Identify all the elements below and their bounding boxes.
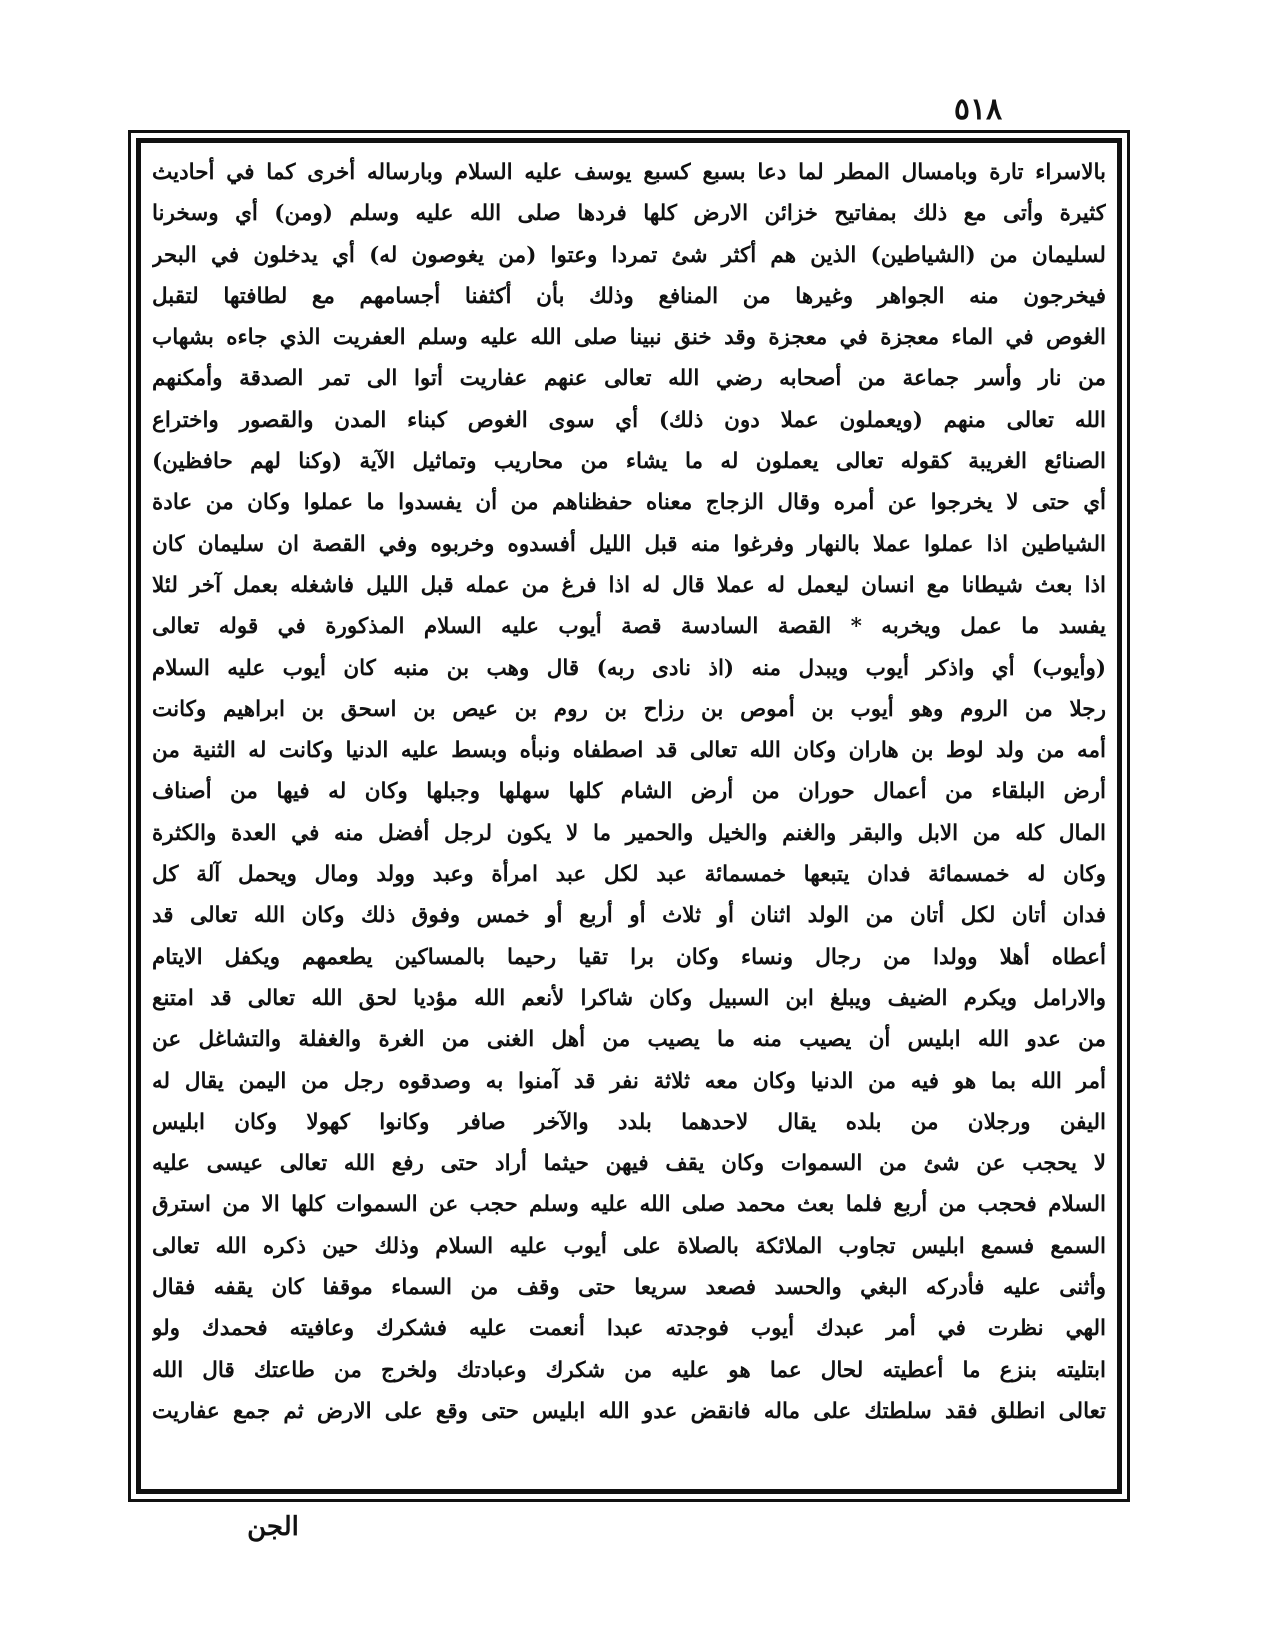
text-line-4: فيخرجون منه الجواهر وغيرها من المنافع وذلك بأن أكثفنا أجسامهم مع لطافتها لتقبل — [152, 283, 1106, 309]
text-line-9: أي حتى لا يخرجوا عن أمره وقال الزجاج معناه حفظناهم من أن يفسدوا ما عملوا وكان من عادة — [152, 490, 1106, 516]
text-line-26: السلام فحجب من أربع فلما بعث محمد صلى الله عليه وسلم حجب عن السموات كلها الا من استرق — [152, 1192, 1106, 1218]
text-line-22: من عدو الله ابليس أن يصيب منه ما يصيب من أهل الغنى من الغرة والغفلة والتشاغل عن — [152, 1027, 1106, 1053]
text-line-28: وأثنى عليه فأدركه البغي والحسد فصعد سريعا حتى وقف من السماء موقفا كان يقفه فقال — [152, 1275, 1106, 1301]
text-line-11: اذا بعث شيطانا مع انسان ليعمل له عملا قال له اذا فرغ من عمله قبل الليل فاشغله بعمل آخر لئلا — [152, 572, 1106, 598]
text-line-6: من نار وأسر جماعة من أصحابه رضي الله تعالى عنهم عفاريت أتوا الى تمر الصدقة وأمكنهم — [152, 366, 1106, 392]
text-line-3: لسليمان من (الشياطين) الذين هم أكثر شئ تمردا وعتوا (من يغوصون له) أي يدخلون في البحر — [152, 242, 1106, 268]
text-line-17: المال كله من الابل والبقر والغنم والخيل والحمير ما لا يكون لرجل أفضل منه في العدة والكثرة — [152, 820, 1106, 846]
text-line-21: والارامل ويكرم الضيف ويبلغ ابن السبيل وكان شاكرا لأنعم الله مؤديا لحق الله تعالى قد امتنع — [152, 985, 1106, 1011]
text-line-14: رجلا من الروم وهو أيوب بن أموص بن رزاح بن روم بن عيص بن اسحق بن ابراهيم وكانت — [152, 696, 1106, 722]
text-line-1: بالاسراء تارة وبامسال المطر لما دعا بسبع كسبع يوسف عليه السلام وبارساله أخرى كما في أحاديث — [152, 160, 1106, 185]
text-line-5: الغوص في الماء معجزة في معجزة وقد خنق نبينا صلى الله عليه وسلم العفريت الذي جاءه بشهاب — [152, 325, 1106, 351]
text-line-25: لا يحجب عن شئ من السموات وكان يقف فيهن حيثما أراد حتى رفع الله تعالى عيسى عليه — [152, 1151, 1106, 1177]
text-line-23: أمر الله بما هو فيه من الدنيا وكان معه ثلاثة نفر قد آمنوا به وصدقوه رجل من اليمن يقال له — [152, 1068, 1106, 1094]
text-line-30: ابتليته بنزع ما أعطيته لحال عما هو عليه من شكرك وعبادتك ولخرج من طاعتك قال الله — [152, 1357, 1106, 1383]
main-text — [152, 152, 1106, 1482]
text-line-16: أرض البلقاء من أعمال حوران من أرض الشام كلها سهلها وجبلها وكان له فيها من أصناف — [152, 779, 1106, 805]
text-line-10: الشياطين اذا عملوا عملا بالنهار وفرغوا منه قبل الليل أفسدوه وخربوه وفي القصة ان سليمان كان — [152, 531, 1106, 557]
text-line-29: الهي نظرت في أمر عبدك أيوب فوجدته عبدا أنعمت عليه فشكرك وعافيته فحمدك ولو — [152, 1316, 1106, 1342]
text-line-20: أعطاه أهلا وولدا من رجال ونساء وكان برا تقيا رحيما بالمساكين يطعمهم ويكفل الايتام — [152, 944, 1106, 970]
text-line-24: اليفن ورجلان من بلده يقال لاحدهما بلدد والآخر صافر وكانوا كهولا وكان ابليس — [152, 1109, 1106, 1135]
page-number: ٥١٨ — [953, 92, 1003, 127]
text-line-7: الله تعالى منهم (ويعملون عملا دون ذلك) أي سوى الغوص كبناء المدن والقصور واختراع — [152, 407, 1106, 433]
text-line-31: تعالى انطلق فقد سلطتك على ماله فانقض عدو الله ابليس حتى وقع على الارض ثم جمع عفاريت — [152, 1398, 1106, 1424]
text-line-13: (وأيوب) أي واذكر أيوب ويبدل منه (اذ نادى ربه) قال وهب بن منبه كان أيوب عليه السلام — [152, 655, 1106, 681]
text-line-18: وكان له خمسمائة فدان يتبعها خمسمائة عبد لكل عبد امرأة وعبد وولد ومال ويحمل آلة كل — [152, 862, 1106, 888]
text-line-27: السمع فسمع ابليس تجاوب الملائكة بالصلاة على أيوب عليه السلام وذلك حين ذكره الله تعالى — [152, 1233, 1106, 1259]
text-line-15: أمه من ولد لوط بن هاران وكان الله تعالى قد اصطفاه ونبأه وبسط عليه الدنيا وكانت له الثنية من — [152, 738, 1106, 764]
text-line-2: كثيرة وأتى مع ذلك بمفاتيح خزائن الارض كلها فردها صلى الله عليه وسلم (ومن) أي وسخرنا — [152, 201, 1106, 227]
catchword: الجن — [247, 1512, 299, 1542]
text-line-19: فدان أتان لكل أتان من الولد اثنان أو ثلاث أو أربع أو خمس وفوق ذلك وكان الله تعالى قد — [152, 903, 1106, 929]
text-line-8: الصنائع الغريبة كقوله تعالى يعملون له ما يشاء من محاريب وتماثيل الآية (وكنا لهم حافظين) — [152, 449, 1106, 475]
text-line-12: يفسد ما عمل ويخربه * القصة السادسة قصة أيوب عليه السلام المذكورة في قوله تعالى — [152, 614, 1106, 640]
